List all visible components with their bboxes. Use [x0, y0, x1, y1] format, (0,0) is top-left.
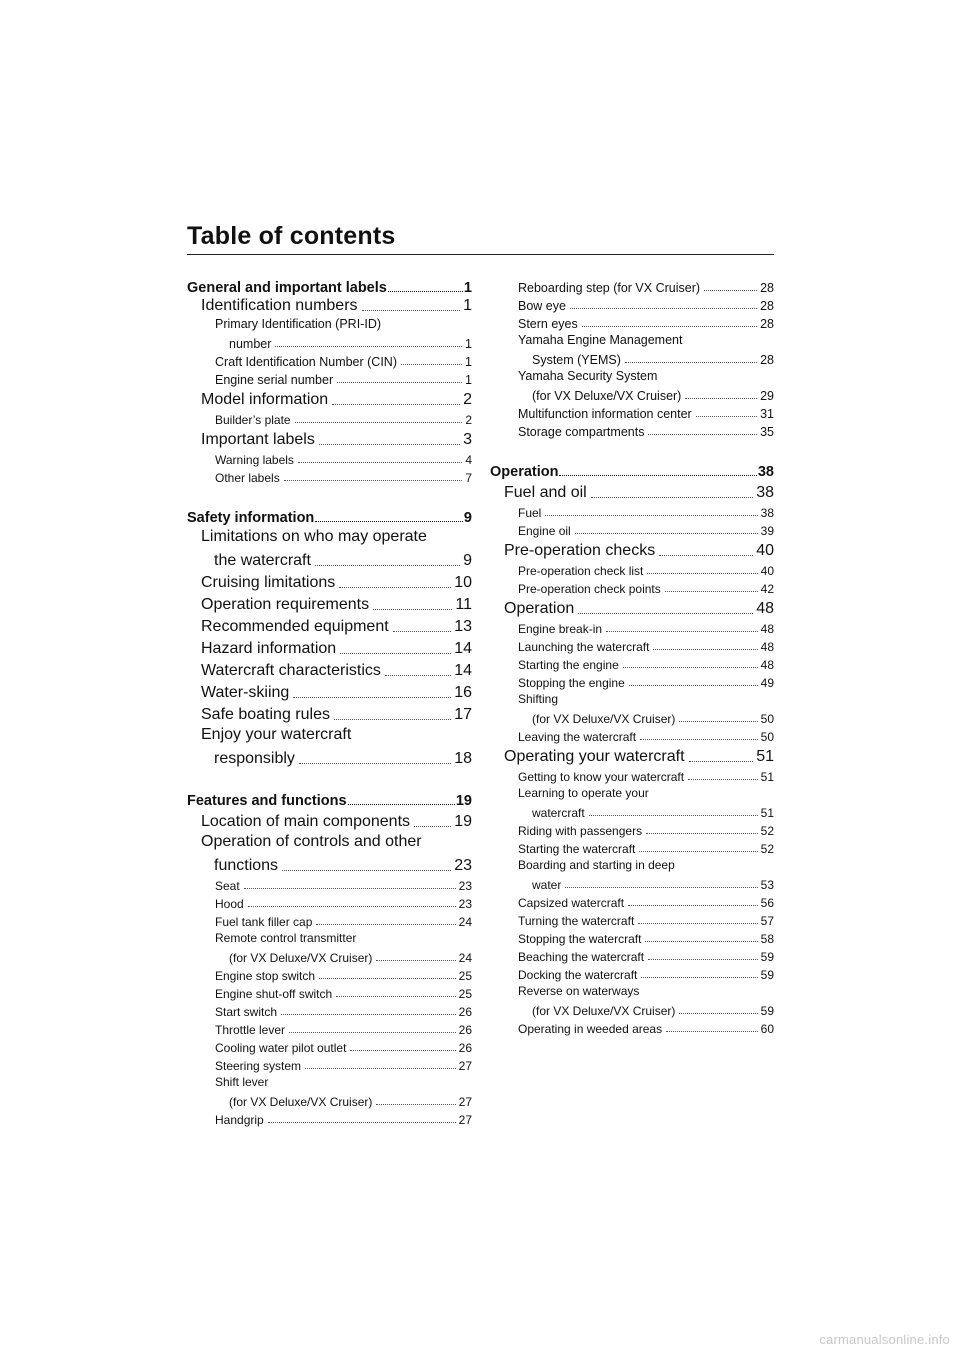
toc-entry-security-system-cont[interactable]: (for VX Deluxe/VX Cruiser) 29 — [532, 389, 774, 403]
toc-entry-docking-watercraft[interactable]: Docking the watercraft 59 — [518, 968, 774, 982]
toc-section-safety[interactable]: Safety information 9 — [187, 510, 472, 526]
toc-entry-identification-numbers[interactable]: Identification numbers 1 — [201, 297, 472, 314]
toc-entry-fuel[interactable]: Fuel 38 — [518, 506, 774, 520]
toc-entry-engine-serial[interactable]: Engine serial number 1 — [215, 373, 472, 387]
toc-entry-engine-shut-off-switch[interactable]: Engine shut-off switch 25 — [215, 987, 472, 1001]
toc-entry-launching[interactable]: Launching the watercraft 48 — [518, 640, 774, 654]
toc-entry-important-labels[interactable]: Important labels 3 — [201, 431, 472, 448]
toc-entry-starting-engine[interactable]: Starting the engine 48 — [518, 658, 774, 672]
toc-entry-stern-eyes[interactable]: Stern eyes 28 — [518, 317, 774, 331]
toc-entry-engine-oil[interactable]: Engine oil 39 — [518, 524, 774, 538]
toc-entry-hazard-information[interactable]: Hazard information 14 — [201, 640, 472, 657]
toc-entry-cin[interactable]: Craft Identification Number (CIN) 1 — [215, 355, 472, 369]
toc-entry-capsized-watercraft[interactable]: Capsized watercraft 56 — [518, 896, 774, 910]
toc-entry-learning-to-operate-cont[interactable]: watercraft 51 — [532, 806, 774, 820]
toc-entry-model-information[interactable]: Model information 2 — [201, 391, 472, 408]
toc-entry-learning-to-operate[interactable]: Learning to operate your — [518, 786, 649, 800]
toc-entry-engine-break-in[interactable]: Engine break-in 48 — [518, 622, 774, 636]
toc-column-right — [490, 277, 774, 1036]
toc-entry-reverse-waterways-cont[interactable]: (for VX Deluxe/VX Cruiser) 59 — [532, 1004, 774, 1018]
toc-entry-boarding-deep-water[interactable]: Boarding and starting in deep — [518, 858, 675, 872]
toc-entry-engine-stop-switch[interactable]: Engine stop switch 25 — [215, 969, 472, 983]
toc-entry-hood[interactable]: Hood 23 — [215, 897, 472, 911]
toc-entry-water-skiing[interactable]: Water-skiing 16 — [201, 684, 472, 701]
toc-entry-shifting-cont[interactable]: (for VX Deluxe/VX Cruiser) 50 — [532, 712, 774, 726]
toc-entry-operating-watercraft[interactable]: Operating your watercraft 51 — [504, 748, 774, 765]
toc-entry-leaving-watercraft[interactable]: Leaving the watercraft 50 — [518, 730, 774, 744]
toc-entry-boarding-deep-water-cont[interactable]: water 53 — [532, 878, 774, 892]
toc-section-features[interactable]: Features and functions 19 — [187, 793, 472, 809]
toc-entry-riding-passengers[interactable]: Riding with passengers 52 — [518, 824, 774, 838]
title-rule — [187, 254, 774, 255]
toc-entry-operation-requirements[interactable]: Operation requirements 11 — [201, 596, 472, 613]
toc-entry-operation[interactable]: Operation 48 — [504, 600, 774, 617]
toc-section-general[interactable]: General and important labels 1 — [187, 280, 472, 296]
toc-entry-warning-labels[interactable]: Warning labels 4 — [215, 453, 472, 467]
toc-entry-shift-lever[interactable]: Shift lever — [215, 1075, 269, 1089]
toc-entry-bow-eye[interactable]: Bow eye 28 — [518, 299, 774, 313]
toc-entry-shifting[interactable]: Shifting — [518, 692, 559, 706]
toc-entry-watercraft-characteristics[interactable]: Watercraft characteristics 14 — [201, 662, 472, 679]
toc-section-operation[interactable]: Operation 38 — [490, 464, 774, 480]
toc-entry-turning-watercraft[interactable]: Turning the watercraft 57 — [518, 914, 774, 928]
toc-entry-handgrip[interactable]: Handgrip 27 — [215, 1113, 472, 1127]
toc-entry-yems[interactable]: Yamaha Engine Management — [518, 333, 683, 347]
toc-entry-shift-lever-cont[interactable]: (for VX Deluxe/VX Cruiser) 27 — [229, 1095, 472, 1109]
toc-entry-safe-boating-rules[interactable]: Safe boating rules 17 — [201, 706, 472, 723]
toc-entry-getting-to-know[interactable]: Getting to know your watercraft 51 — [518, 770, 774, 784]
toc-entry-throttle-lever[interactable]: Throttle lever 26 — [215, 1023, 472, 1037]
toc-entry-stopping-engine[interactable]: Stopping the engine 49 — [518, 676, 774, 690]
toc-entry-start-switch[interactable]: Start switch 26 — [215, 1005, 472, 1019]
toc-entry-operation-controls-cont[interactable]: functions 23 — [214, 857, 472, 874]
toc-entry-pri-id-cont[interactable]: number 1 — [229, 337, 472, 351]
toc-entry-pre-operation-checks[interactable]: Pre-operation checks 40 — [504, 542, 774, 559]
toc-entry-beaching-watercraft[interactable]: Beaching the watercraft 59 — [518, 950, 774, 964]
toc-entry-reverse-waterways[interactable]: Reverse on waterways — [518, 984, 640, 998]
toc-column-left — [187, 277, 472, 1127]
toc-entry-storage-compartments[interactable]: Storage compartments 35 — [518, 425, 774, 439]
toc-entry-limitations[interactable]: Limitations on who may operate — [201, 528, 427, 545]
page-title: Table of contents — [187, 222, 396, 250]
toc-entry-fuel-and-oil[interactable]: Fuel and oil 38 — [504, 484, 774, 501]
toc-entry-cooling-water[interactable]: Cooling water pilot outlet 26 — [215, 1041, 472, 1055]
toc-entry-steering-system[interactable]: Steering system 27 — [215, 1059, 472, 1073]
toc-entry-fuel-tank-filler-cap[interactable]: Fuel tank filler cap 24 — [215, 915, 472, 929]
toc-entry-remote-control-cont[interactable]: (for VX Deluxe/VX Cruiser) 24 — [229, 951, 472, 965]
toc-entry-pre-operation-check-points[interactable]: Pre-operation check points 42 — [518, 582, 774, 596]
toc-entry-weeded-areas[interactable]: Operating in weeded areas 60 — [518, 1022, 774, 1036]
toc-entry-starting-watercraft[interactable]: Starting the watercraft 52 — [518, 842, 774, 856]
toc-entry-security-system[interactable]: Yamaha Security System — [518, 369, 658, 383]
toc-entry-enjoy-watercraft-cont[interactable]: responsibly 18 — [214, 750, 472, 767]
toc-entry-limitations-cont[interactable]: the watercraft 9 — [214, 552, 472, 569]
toc-entry-recommended-equipment[interactable]: Recommended equipment 13 — [201, 618, 472, 635]
watermark: carmanualsonline.info — [819, 1332, 950, 1347]
toc-entry-other-labels[interactable]: Other labels 7 — [215, 471, 472, 485]
toc-entry-pri-id[interactable]: Primary Identification (PRI-ID) — [215, 317, 382, 331]
toc-entry-remote-control[interactable]: Remote control transmitter — [215, 931, 357, 945]
toc-entry-pre-operation-check-list[interactable]: Pre-operation check list 40 — [518, 564, 774, 578]
toc-entry-operation-controls[interactable]: Operation of controls and other — [201, 833, 422, 850]
toc-entry-reboarding-step[interactable]: Reboarding step (for VX Cruiser) 28 — [518, 281, 774, 295]
toc-entry-location-main-components[interactable]: Location of main components 19 — [201, 813, 472, 830]
toc-entry-yems-cont[interactable]: System (YEMS) 28 — [532, 353, 774, 367]
toc-entry-multifunction-center[interactable]: Multifunction information center 31 — [518, 407, 774, 421]
toc-entry-enjoy-watercraft[interactable]: Enjoy your watercraft — [201, 726, 352, 743]
toc-entry-stopping-watercraft[interactable]: Stopping the watercraft 58 — [518, 932, 774, 946]
toc-entry-seat[interactable]: Seat 23 — [215, 879, 472, 893]
toc-entry-builders-plate[interactable]: Builder’s plate 2 — [215, 413, 472, 427]
toc-entry-cruising-limitations[interactable]: Cruising limitations 10 — [201, 574, 472, 591]
